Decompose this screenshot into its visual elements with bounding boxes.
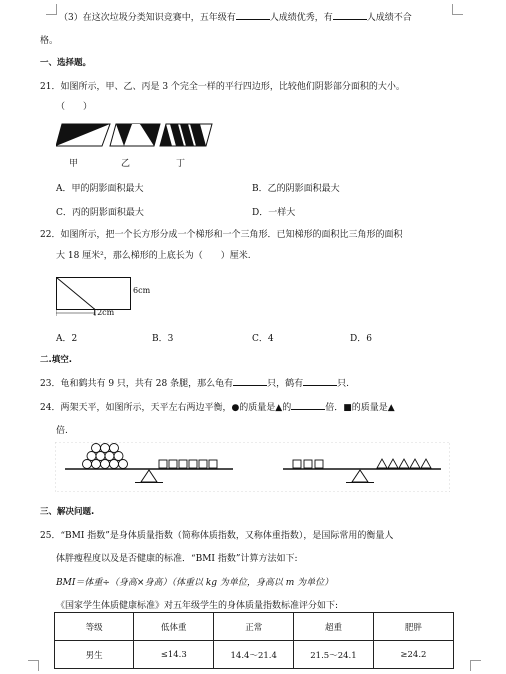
corner-mark xyxy=(46,4,57,15)
q25-text-2: 体胖瘦程度以及是否健康的标准．“BMI 指数”计算方法如下: xyxy=(56,554,298,564)
figure-label: 乙 xyxy=(121,159,131,169)
table-cell: 21.5～24.1 xyxy=(294,641,374,669)
q24-text-2: 倍. xyxy=(56,426,68,436)
figure-ding xyxy=(160,124,212,146)
answer-blank[interactable] xyxy=(333,10,367,20)
answer-blank[interactable] xyxy=(303,376,337,386)
q21-text: 21．如图所示，甲、乙、丙是 3 个完全一样的平行四边形，比较他们阴影部分面积的大小。 xyxy=(40,82,405,92)
balance-scales-figure xyxy=(55,442,450,492)
q23-text: 23．龟和鹤共有 9 只，共有 28 条腿，那么龟有 只，鹤有 只. xyxy=(40,376,349,389)
section-heading: 二.填空. xyxy=(40,355,72,365)
option-b[interactable]: B．3 xyxy=(152,334,174,344)
table-header: 正常 xyxy=(214,613,294,641)
table-header: 超重 xyxy=(294,613,374,641)
option-d[interactable]: D．6 xyxy=(350,334,372,344)
corner-mark xyxy=(452,4,463,15)
scale-right xyxy=(283,459,441,483)
q25-text: 25．“BMI 指数”是身体质量指数（简称体质指数，又称体重指数），是国际常用的衡量人 xyxy=(40,531,394,541)
table-cell: 14.4～21.4 xyxy=(214,641,294,669)
table-header: 等级 xyxy=(55,613,134,641)
q21-paren: （ ） xyxy=(56,102,93,112)
option-c[interactable]: C．丙的阴影面积最大 xyxy=(56,208,144,218)
parallelogram-figures xyxy=(56,122,216,168)
option-a[interactable]: A．甲的阴影面积最大 xyxy=(56,184,144,194)
figure-jia xyxy=(56,124,110,146)
answer-blank[interactable] xyxy=(233,376,267,386)
option-d[interactable]: D．一样大 xyxy=(252,208,296,218)
corner-mark xyxy=(28,660,39,671)
option-b[interactable]: B．乙的阴影面积最大 xyxy=(252,184,340,194)
section-heading: 一、选择题。 xyxy=(40,58,92,68)
option-a[interactable]: A．2 xyxy=(56,334,78,344)
figure-label: 甲 xyxy=(69,159,79,169)
figure-yi xyxy=(110,124,160,146)
table-header: 肥胖 xyxy=(373,613,453,641)
q22-text: 22．如图所示，把一个长方形分成一个梯形和一个三角形．已知梯形的面积比三角形的面积 xyxy=(40,230,403,240)
table-row xyxy=(55,641,454,669)
q3-line: （3）在这次垃圾分类知识竞赛中，五年级有 人成绩优秀，有 人成绩不合 xyxy=(59,10,412,23)
table-row xyxy=(55,613,454,641)
q24-text: 24．两架天平，如图所示，天平左右两边平衡，●的质量是▲的 倍．■的质量是▲ xyxy=(40,400,395,413)
height-label: 6cm xyxy=(133,286,151,295)
table-header: 低体重 xyxy=(134,613,214,641)
width-label: 12cm xyxy=(92,308,115,317)
corner-mark xyxy=(470,660,481,671)
answer-blank[interactable] xyxy=(291,400,325,410)
section-heading: 三、解决问题. xyxy=(40,507,95,517)
q22-text-2: 大 18 厘米²，那么梯形的上底长为（ ）厘米. xyxy=(56,251,251,261)
table-cell: 男生 xyxy=(55,641,134,669)
table-cell: ≥24.2 xyxy=(373,641,453,669)
bmi-formula: BMI＝体重÷（身高×身高）（体重以 kg 为单位，身高以 m 为单位） xyxy=(56,578,334,588)
answer-blank[interactable] xyxy=(236,10,270,20)
option-c[interactable]: C．4 xyxy=(252,334,274,344)
q3-cont: 格。 xyxy=(40,36,59,46)
q25-text-4: 《国家学生体质健康标准》对五年级学生的身体质量指数标准评分如下: xyxy=(56,601,339,611)
scale-left xyxy=(65,444,233,483)
bmi-standard-table xyxy=(54,612,454,669)
figure-label: 丁 xyxy=(176,159,186,169)
table-cell: ≤14.3 xyxy=(134,641,214,669)
